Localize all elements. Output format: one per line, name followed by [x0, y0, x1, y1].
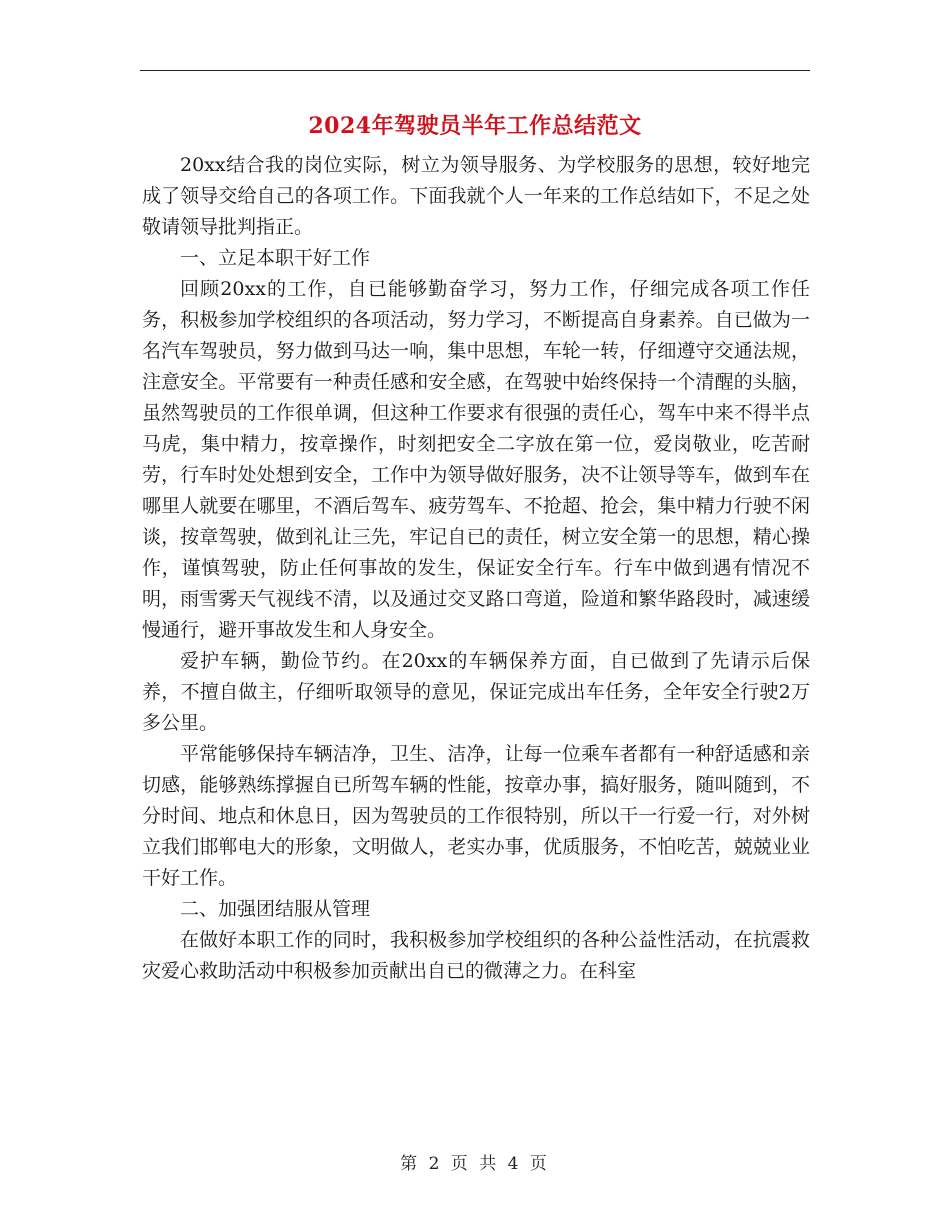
header-rule: [140, 70, 810, 71]
section-heading: 一、立足本职干好工作: [180, 247, 371, 269]
paragraph: 20xx结合我的岗位实际，树立为领导服务、为学校服务的思想，较好地完成了领导交给自己的各项工作。下面我就个人一年来的工作总结如下，不足之处敬请领导批判指正。: [142, 154, 810, 238]
paragraph: 平常能够保持车辆洁净，卫生、洁净，让每一位乘车者都有一种舒适感和亲切感，能够熟练撑握自已所驾车辆的性能，按章办事，搞好服务，随叫随到，不分时间、地点和休息日，因为驾驶员的工作很特别，所以干一行爱一行，对外树立我们邯郸电大的形象，文明做人，老实办事，优质服务，不怕吃苦，兢兢业业干好工作。: [142, 743, 810, 889]
page-number-footer: 第 2 页 共 4 页: [400, 1154, 550, 1174]
document-body: [142, 150, 810, 987]
paragraph: 爱护车辆，勤俭节约。在20xx的车辆保养方面，自已做到了先请示后保养，不擅自做主，仔细听取领导的意见，保证完成出车任务，全年安全行驶2万多公里。: [142, 650, 810, 734]
paragraph: 在做好本职工作的同时，我积极参加学校组织的各种公益性活动，在抗震救灾爱心救助活动中积极参加贡献出自已的微薄之力。在科室: [142, 929, 810, 982]
section-heading: 二、加强团结服从管理: [180, 898, 371, 920]
paragraph: 回顾20xx的工作，自已能够勤奋学习，努力工作，仔细完成各项工作任务，积极参加学校组织的各项活动，努力学习，不断提高自身素养。自已做为一名汽车驾驶员，努力做到马达一响，集中思想，车轮一转，仔细遵守交通法规，注意安全。平常要有一种责任感和安全感，在驾驶中始终保持一个清醒的头脑，虽然驾驶员的工作很单调，但这种工作要求有很强的责任心，驾车中来不得半点马虎，集中精力，按章操作，时刻把安全二字放在第一位，爱岗敬业，吃苦耐劳，行车时处处想到安全，工作中为领导做好服务，决不让领导等车，做到车在哪里人就要在哪里，不酒后驾车、疲劳驾车、不抢超、抢会，集中精力行驶不闲谈，按章驾驶，做到礼让三先，牢记自已的责任，树立安全第一的思想，精心操作，谨慎驾驶，防止任何事故的发生，保证安全行车。行车中做到遇有情况不明，雨雪雾天气视线不清，以及通过交叉路口弯道，险道和繁华路段时，减速缓慢通行，避开事故发生和人身安全。: [142, 278, 810, 641]
document-title: 2024年驾驶员半年工作总结范文: [308, 113, 642, 139]
